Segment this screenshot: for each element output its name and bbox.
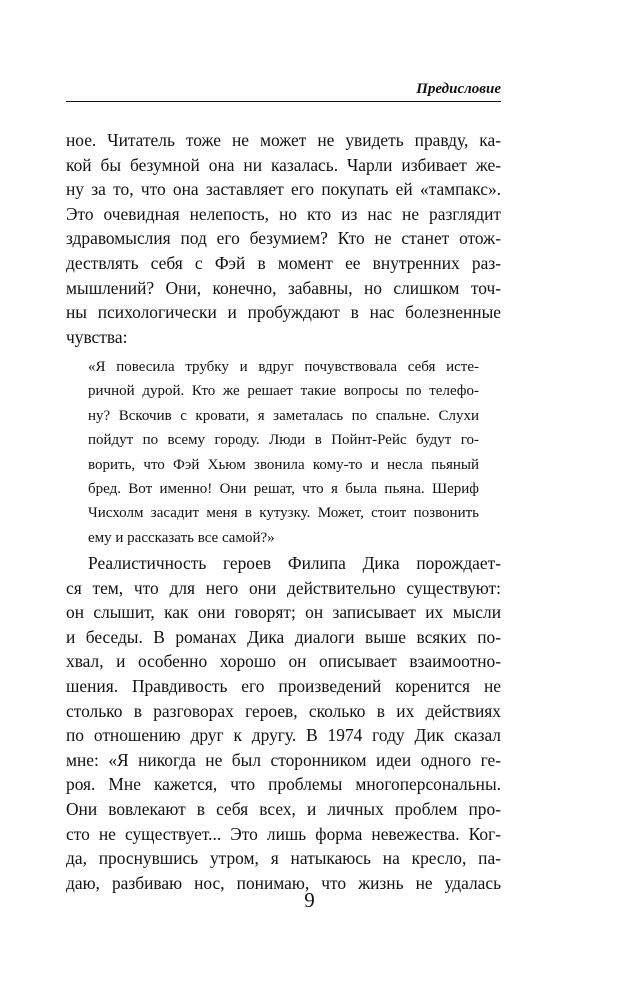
text-line: шения. Правдивость его произведений коренится не [66, 675, 501, 696]
text-line: ся тем, что для него они действительно существуют: [66, 577, 501, 598]
text-line: столько в разговорах героев, сколько в их действиях [66, 700, 501, 721]
quote-line: Чисхолм засадит меня в кутузку. Может, стоит позвонить [88, 505, 479, 522]
text-line: ны психологически и пробуждают в нас болезненные [66, 302, 501, 323]
text-line: да, проснувшись утром, я натыкаюсь на кресло, па- [66, 848, 501, 869]
block-quote [88, 355, 479, 550]
text-line: чувства: [66, 326, 128, 347]
text-line: сто не существует... Это лишь форма невежества. Ког- [66, 823, 501, 844]
text-line: дествлять себя с Фэй в момент ее внутренних раз- [66, 252, 501, 273]
text-line: Это очевидная нелепость, но кто из нас не разглядит [66, 203, 501, 224]
quote-line: «Я повесила трубку и вдруг почувствовала себя исте- [88, 359, 479, 375]
text-line: Реалистичность героев Филипа Дика порождает- [88, 553, 501, 573]
text-line: и беседы. В романах Дика диалоги выше всяких по- [66, 626, 501, 647]
running-title: Предисловие [416, 81, 501, 97]
page-number: 9 [304, 888, 315, 912]
quote-line: ворить, что Фэй Хьюм звонила кому-то и несла пьяный [88, 456, 479, 473]
quote-line: ну? Вскочив с кровати, я заметалась по спальне. Слухи [88, 407, 479, 424]
text-line: ное. Читатель тоже не может не увидеть правду, ка- [66, 130, 501, 150]
text-line: даю, разбиваю нос, понимаю, что жизнь не удалась [66, 872, 501, 893]
paragraph-1 [66, 128, 501, 349]
paragraph-2 [66, 551, 501, 895]
text-line: он слышит, как они говорят; он записывает их мысли [66, 602, 501, 623]
text-line: роя. Мне кажется, что проблемы многоперсональны. [66, 774, 501, 795]
text-line: хвал, и особенно хорошо он описывает взаимоотно- [66, 651, 501, 672]
text-line: мышлений? Они, конечно, забавны, но слишком точ- [66, 277, 501, 298]
quote-line: ричной дурой. Кто же решает такие вопросы по телефо- [88, 383, 479, 400]
header-rule [66, 101, 501, 102]
text-line: ну за то, что она заставляет его покупать ей «тампакс». [66, 179, 501, 200]
text-line: кой бы безумной она ни казалась. Чарли избивает же- [66, 154, 501, 175]
text-line: по отношению друг к другу. В 1974 году Дик сказал [66, 725, 501, 746]
quote-line: пойдут по всему городу. Люди в Пойнт-Рейс будут го- [88, 432, 479, 449]
quote-line: ему и рассказать все самой?» [88, 529, 275, 546]
text-line: Они вовлекают в себя всех, и личных проблем про- [66, 798, 501, 819]
text-line: мне: «Я никогда не был сторонником идеи одного ге- [66, 749, 501, 770]
text-line: здравомыслия под его безумием? Кто не станет отож- [66, 228, 501, 249]
quote-line: бред. Вот именно! Они решат, что я была пьяна. Шериф [88, 481, 479, 498]
